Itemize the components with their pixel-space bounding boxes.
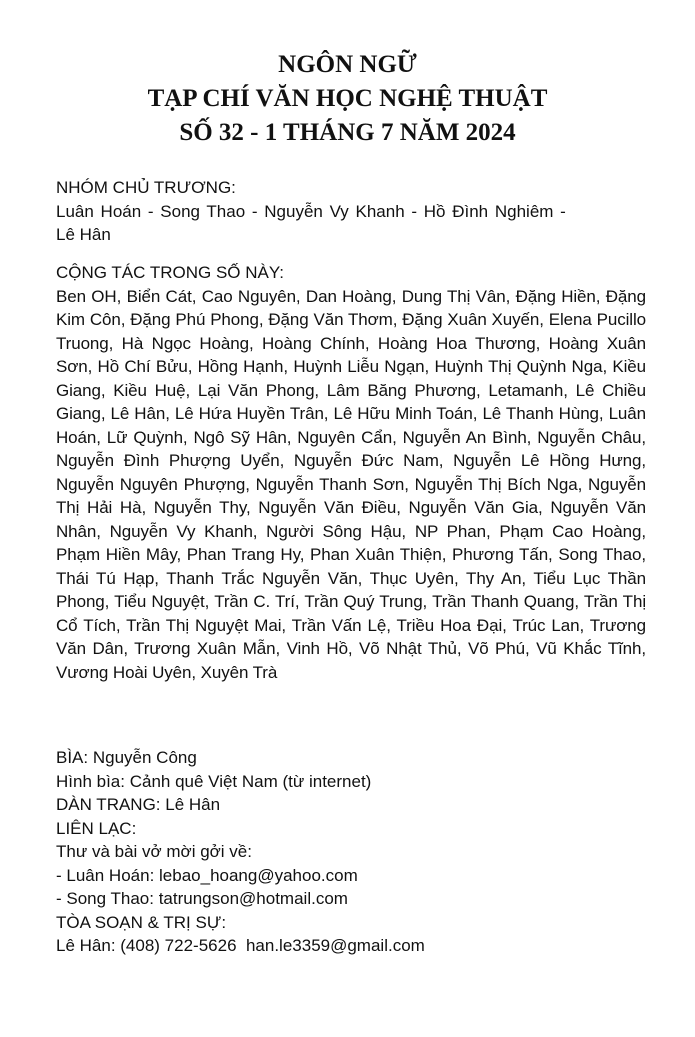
contact-luan-hoan: - Luân Hoán: lebao_hoang@yahoo.com [56, 865, 358, 885]
founders-line-2: Lê Hân [56, 225, 111, 244]
founders-line-1: Luân Hoán - Song Thao - Nguyễn Vy Khanh - Hồ Đình Nghiêm - [56, 201, 566, 221]
founders-label: NHÓM CHỦ TRƯƠNG: [56, 178, 236, 197]
contributors-list: Ben OH, Biển Cát, Cao Nguyên, Dan Hoàng, Dung Thị Vân, Đặng Hiền, Đặng Kim Côn, Đặng Phú Phong, Đặng Văn Thơm, Đặng Xuân Xuyến, Elena Pucillo Truong, Hà Ngọc Hoàng, Hoàng Chính, Hoàng Hoa Thương, Hoàng Xuân Sơn, Hồ Chí Bửu, Hồng Hạnh, Huỳnh Liễu Ngạn, Huỳnh Thị Quỳnh Nga, Kiều Giang, Kiều Huệ, Lại Văn Phong, Lâm Băng Phương, Letamanh, Lê Chiều Giang, Lê Hân, Lê Hứa Huyền Trân, Lê Hữu Minh Toán, Lê Thanh Hùng, Luân Hoán, Lữ Quỳnh, Ngô Sỹ Hân, Nguyên Cẩn, Nguyễn An Bình, Nguyễn Châu, Nguyễn Đình Phượng Uyển, Nguyễn Đức Nam, Nguyễn Lê Hồng Hưng, Nguyễn Nguyên Phượng, Nguyễn Thanh Sơn, Nguyễn Thị Bích Nga, Nguyễn Thị Hải Hà, Nguyễn Thy, Nguyễn Văn Điều, Nguyễn Văn Gia, Nguyễn Văn Nhân, Nguyễn Vy Khanh, Người Sông Hậu, NP Phan, Phạm Cao Hoàng, Phạm Hiền Mây, Phan Trang Hy, Phan Xuân Thiện, Phương Tấn, Song Thao, Thái Tú Hạp, Thanh Trắc Nguyễn Văn, Thục Uyên, Thy An, Tiểu Lục Thần Phong, Tiểu Nguyệt, Trần C. Trí, Trần Quý Trung, Trần Thanh Quang, Trần Thị Cổ Tích, Trần Thị Nguyệt Mai, Trần Vấn Lệ, Triều Hoa Đại, Trúc Lan, Trương Văn Dân, Trương Xuân Mẫn, Vinh Hồ, Võ Nhật Thủ, Võ Phú, Vũ Khắc Tĩnh, Vương Hoài Uyên, Xuyên Trà [56, 286, 646, 682]
submission-note: Thư và bài vở mời gởi về: [56, 842, 252, 861]
magazine-name: NGÔN NGỮ [278, 51, 417, 78]
contributors-label: CỘNG TÁC TRONG SỐ NÀY: [56, 263, 284, 282]
cover-image-credit: Hình bìa: Cảnh quê Việt Nam (từ internet) [56, 771, 372, 791]
contact-song-thao: - Song Thao: tatrungson@hotmail.com [56, 889, 348, 908]
office-label: TÒA SOẠN & TRỊ SỰ: [56, 912, 227, 932]
publication-info-section [56, 746, 646, 958]
layout-credit: DÀN TRANG: Lê Hân [56, 795, 221, 814]
founders-section [56, 176, 646, 247]
cover-credit: BÌA: Nguyễn Công [56, 748, 197, 767]
magazine-subtitle: TẠP CHÍ VĂN HỌC NGHỆ THUẬT [147, 85, 548, 112]
contact-label: LIÊN LẠC: [56, 818, 137, 838]
masthead [0, 48, 695, 150]
contributors-section [56, 261, 646, 684]
issue-info: SỐ 32 - 1 THÁNG 7 NĂM 2024 [179, 119, 516, 146]
office-contact: Lê Hân: (408) 722-5626 han.le3359@gmail.com [56, 936, 425, 955]
